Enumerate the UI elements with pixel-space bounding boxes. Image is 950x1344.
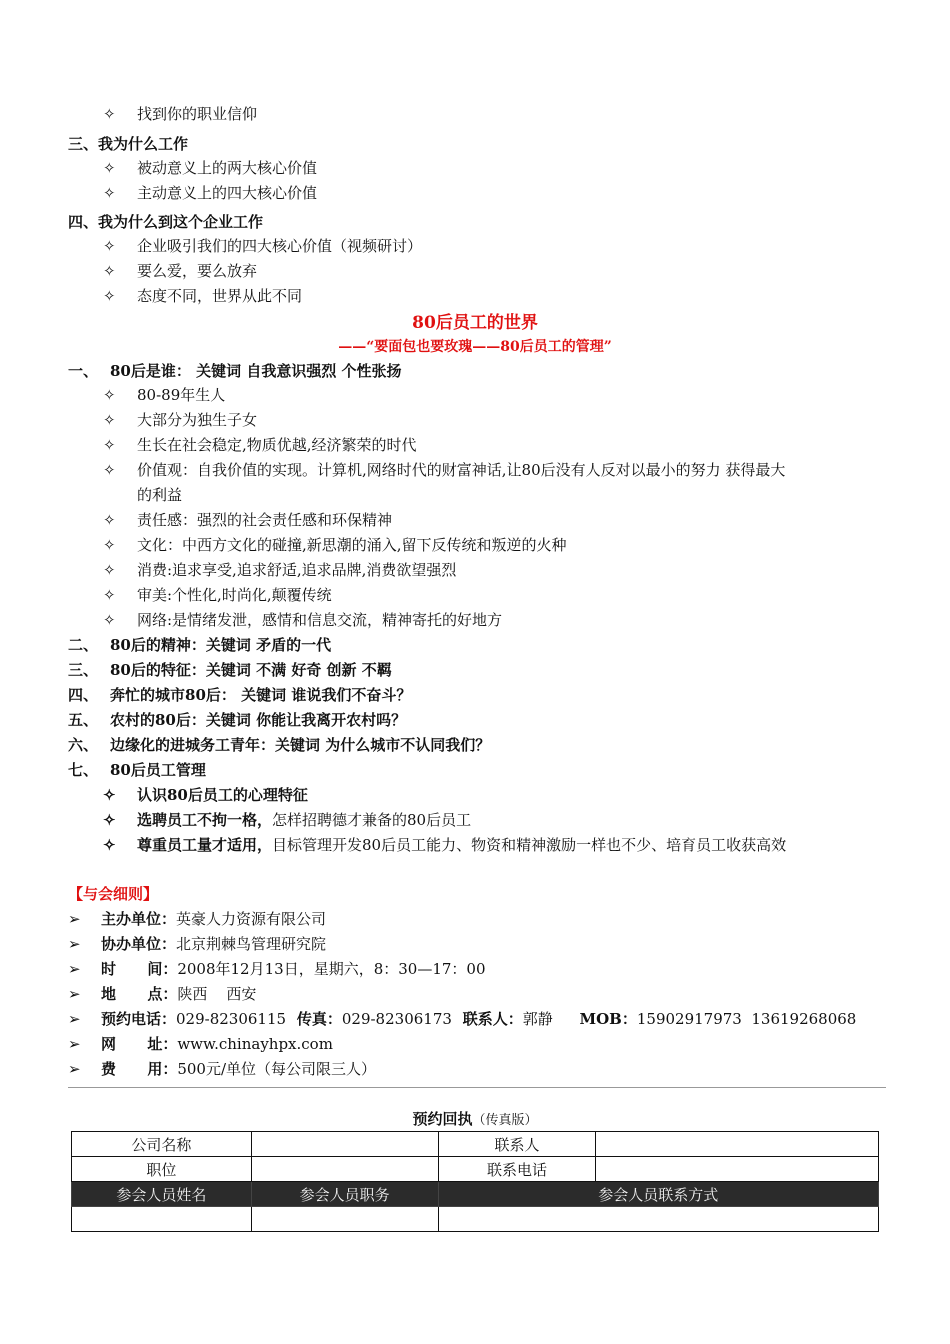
detail-row: ➢ 费 用：500元/单位（每公司限三人）	[68, 1057, 376, 1082]
arrow-right-icon: ➢	[68, 1010, 81, 1028]
detail-row-contact: ➢ 预约电话：029-82306115 传真：029-82306173 联系人：郭静 MOB：15902917973 13619268068	[68, 1007, 856, 1032]
diamond-star-icon: ✧	[103, 511, 116, 529]
company-name-label: 公司名称	[72, 1132, 252, 1157]
diamond-star-icon: ✧	[103, 811, 116, 829]
agenda-item: ✧ 主动意义上的四大核心价值	[103, 181, 317, 206]
diamond-star-icon: ✧	[103, 159, 116, 177]
section-heading: 四、我为什么到这个企业工作	[68, 213, 264, 231]
table-header-row	[72, 1182, 879, 1207]
table-row	[72, 1157, 879, 1182]
form-title: 预约回执（传真版）	[412, 1110, 538, 1128]
meeting-heading: 【与会细则】	[68, 885, 159, 903]
diamond-star-icon: ✧	[103, 586, 116, 604]
detail-row: ➢ 网 址：www.chinayhpx.com	[68, 1032, 333, 1057]
list-item: ✧ 审美:个性化,时尚化,颠覆传统	[103, 583, 332, 608]
company-name-field[interactable]	[251, 1132, 438, 1157]
agenda-item: ✧ 找到你的职业信仰	[103, 102, 257, 127]
contact-person-label: 联系人	[438, 1132, 596, 1157]
column-header: 参会人员职务	[251, 1182, 438, 1207]
diamond-star-icon: ✧	[103, 262, 116, 280]
diamond-star-icon: ✧	[103, 237, 116, 255]
list-item: ✧ 责任感：强烈的社会责任感和环保精神	[103, 508, 392, 533]
diamond-star-icon: ✧	[103, 411, 116, 429]
list-item: ✧ 生长在社会稳定,物质优越,经济繁荣的时代	[103, 433, 417, 458]
numbered-heading: 七、 80后员工管理	[68, 761, 206, 779]
numbered-heading: 五、 农村的80后：关键词 你能让我离开农村吗？	[68, 711, 407, 729]
list-item: ✧ 网络:是情绪发泄，感情和信息交流，精神寄托的好地方	[103, 608, 502, 633]
diamond-star-icon: ✧	[103, 436, 116, 454]
arrow-right-icon: ➢	[68, 960, 81, 978]
diamond-star-icon: ✧	[103, 461, 116, 479]
column-header: 参会人员联系方式	[438, 1182, 878, 1207]
list-item: ✧ 价值观：自我价值的实现。计算机,网络时代的财富神话,让80后没有人反对以最小的努力 获得最大	[103, 458, 785, 483]
contact-phone-label: 联系电话	[438, 1157, 596, 1182]
diamond-star-icon: ✧	[103, 611, 116, 629]
numbered-heading: 二、 80后的精神：关键词 矛盾的一代	[68, 636, 332, 654]
list-item: ✧ 选聘员工不拘一格，怎样招聘德才兼备的80后员工	[103, 808, 471, 833]
attendee-position-field[interactable]	[251, 1207, 438, 1232]
diamond-star-icon: ✧	[103, 105, 116, 123]
section-title: 80后员工的世界	[412, 313, 538, 333]
position-label: 职位	[72, 1157, 252, 1182]
reservation-form-table	[71, 1131, 879, 1232]
arrow-right-icon: ➢	[68, 985, 81, 1003]
table-row	[72, 1132, 879, 1157]
section-subtitle: ——“要面包也要玫瑰——80后员工的管理”	[338, 339, 612, 355]
column-header: 参会人员姓名	[72, 1182, 252, 1207]
diamond-star-icon: ✧	[103, 287, 116, 305]
agenda-item: ✧ 态度不同，世界从此不同	[103, 284, 302, 309]
contact-person-field[interactable]	[596, 1132, 879, 1157]
diamond-star-icon: ✧	[103, 786, 116, 804]
detail-row: ➢ 时 间：2008年12月13日，星期六，8：30—17：00	[68, 957, 486, 982]
position-field[interactable]	[251, 1157, 438, 1182]
table-row	[72, 1207, 879, 1232]
arrow-right-icon: ➢	[68, 1060, 81, 1078]
numbered-heading: 一、 80后是谁： 关键词 自我意识强烈 个性张扬	[68, 362, 402, 380]
agenda-item: ✧ 要么爱，要么放弃	[103, 259, 257, 284]
diamond-star-icon: ✧	[103, 561, 116, 579]
list-item: ✧ 文化：中西方文化的碰撞,新思潮的涌入,留下反传统和叛逆的火种	[103, 533, 567, 558]
detail-row: ➢ 地 点：陕西 西安	[68, 982, 256, 1007]
diamond-star-icon: ✧	[103, 836, 116, 854]
list-item: ✧ 80-89年生人	[103, 383, 225, 408]
agenda-item: ✧ 企业吸引我们的四大核心价值（视频研讨）	[103, 234, 422, 259]
diamond-star-icon: ✧	[103, 536, 116, 554]
detail-row: ➢ 主办单位：英豪人力资源有限公司	[68, 907, 326, 932]
numbered-heading: 四、 奔忙的城市80后： 关键词 谁说我们不奋斗？	[68, 686, 412, 704]
diamond-star-icon: ✧	[103, 386, 116, 404]
arrow-right-icon: ➢	[68, 935, 81, 953]
agenda-item: ✧ 被动意义上的两大核心价值	[103, 156, 317, 181]
list-item-continuation: 的利益	[137, 486, 183, 504]
attendee-contact-field[interactable]	[438, 1207, 878, 1232]
numbered-heading: 六、 边缘化的进城务工青年：关键词 为什么城市不认同我们？	[68, 736, 491, 754]
section-heading: 三、我为什么工作	[68, 135, 189, 153]
arrow-right-icon: ➢	[68, 910, 81, 928]
diamond-star-icon: ✧	[103, 184, 116, 202]
list-item: ✧ 大部分为独生子女	[103, 408, 257, 433]
list-item: ✧ 认识80后员工的心理特征	[103, 783, 308, 808]
contact-phone-field[interactable]	[596, 1157, 879, 1182]
numbered-heading: 三、 80后的特征：关键词 不满 好奇 创新 不羁	[68, 661, 392, 679]
divider	[68, 1087, 886, 1088]
website-link[interactable]: www.chinayhpx.com	[177, 1035, 333, 1053]
list-item: ✧ 消费:追求享受,追求舒适,追求品牌,消费欲望强烈	[103, 558, 456, 583]
detail-row: ➢ 协办单位：北京荆棘鸟管理研究院	[68, 932, 326, 957]
attendee-name-field[interactable]	[72, 1207, 252, 1232]
arrow-right-icon: ➢	[68, 1035, 81, 1053]
list-item: ✧ 尊重员工量才适用，目标管理开发80后员工能力、物资和精神激励一样也不少、培育员工收获高效	[103, 833, 786, 858]
